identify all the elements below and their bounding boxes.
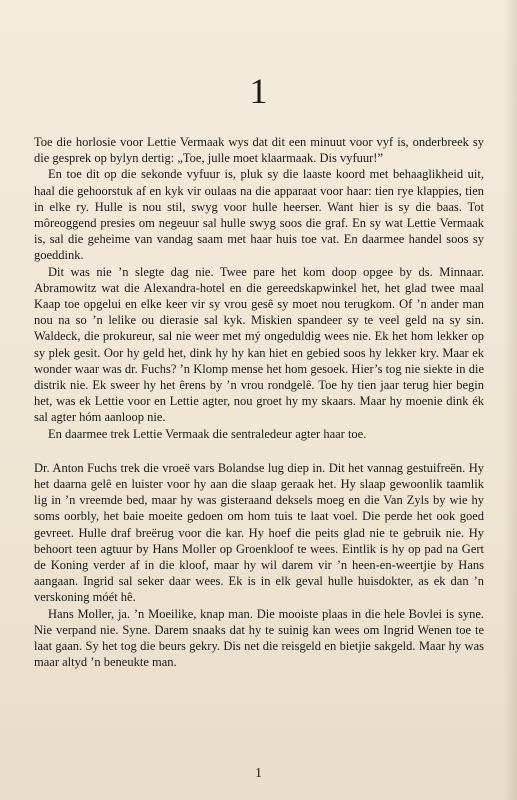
chapter-text xyxy=(34,134,484,671)
paragraph-4: En daarmee trek Lettie Vermaak die sentraledeur agter haar toe. xyxy=(48,426,367,441)
paragraph-6: Hans Moller, ja. ’n Moeilike, knap man. Die mooiste plaas in die hele Bovlei is syne. Nie verpand nie. Syne. Darem snaaks dat hy te suinig kan wees om Ingrid Wenen toe te laat gaan. Sy het tog die beurs gekry. Dis net die reisgeld en bietjie sakgeld. Maar hy was maar altyd ’n beneukte man. xyxy=(34,606,484,670)
paragraph-2: En toe dit op die sekonde vyfuur is, pluk sy die laaste koord met behaaglikheid uit, haal die gehoorstuk af en kyk vir oulaas na die apparaat voor haar: tien rye klappies, tien in elke ry. Hulle is nou stil, swyg voor hulle heerser. Want hier is sy die baas. Tot môreoggend presies om negeuur sal hulle swyg soos die graf. En sy wat Lettie Vermaak is, sal die geheime van vandag saam met haar huis toe vat. En daarmee handel soos sy goeddink. xyxy=(34,167,484,263)
page-number: 1 xyxy=(255,766,262,781)
chapter-number: 1 xyxy=(249,71,268,111)
paragraph-5: Dr. Anton Fuchs trek die vroeë vars Bolandse lug diep in. Dit het vannag gestuifreën. Hy het daarna gelê en luister voor hy aan die slaap geraak het. Hy slaap gewoonlik taamlik lig in ’n vreemde bed, maar hy was gisteraand deksels moeg en die Van Zyls by wie hy soms oorbly, het baie moeite gedoen om hom tuis te laat voel. Die perde het ook goed gevreet. Hulle draf breërug voor die kar. Hy hoef die peits glad nie te gebruik nie. Hy behoort teen agtuur by Hans Moller op Groenkloof te wees. Eintlik is hy op pad na Gert de Koning verder af in die kloof, maar hy wil darem vir ’n heen-en-weertjie by Hans aangaan. Ingrid sal seker daar wees. Ek is in elk geval hulle huisdokter, as ek dan ’n verskoning móét hê. xyxy=(34,460,484,605)
paragraph-1: Toe die horlosie voor Lettie Vermaak wys dat dit een minuut voor vyf is, onderbreek sy die gesprek op bylyn dertig: „Toe, julle moet klaarmaak. Dis vyfuur!” xyxy=(34,135,484,166)
paragraph-3: Dit was nie ’n slegte dag nie. Twee pare het kom doop opgee by ds. Minnaar. Abramowitz wat die Alexandra-hotel en die gereedskapwinkel het, het glad twee maal Kaap toe opgelui en elke keer vir sy vrou gesê sy moet nou terugkom. Of ’n ander man nou na so ’n lelike ou dierasie sal kyk. Miskien spandeer sy te veel geld na sy sin. Waldeck, die prokureur, sal nie weer met mý ongeduldig wees nie. Ek het hom lekker op sy plek gesit. Oor hy geld het, dink hy hy kan hiet en gebied soos hy lekker kry. Maar ek wonder waar was dr. Fuchs? ’n Klomp mense het hom gesoek. Hier’s tog nie siekte in die distrik nie. Ek sweer hy het êrens by ’n vrou rondgelê. Toe hy tien jaar terug hier begin het, was ek Lettie voor en Lettie agter, nou groet hy my skaars. Maar hy moenie dink ék sal agter hóm aanloop nie. xyxy=(34,264,484,425)
page-edge-shadow xyxy=(503,0,517,800)
section-break xyxy=(34,442,484,460)
